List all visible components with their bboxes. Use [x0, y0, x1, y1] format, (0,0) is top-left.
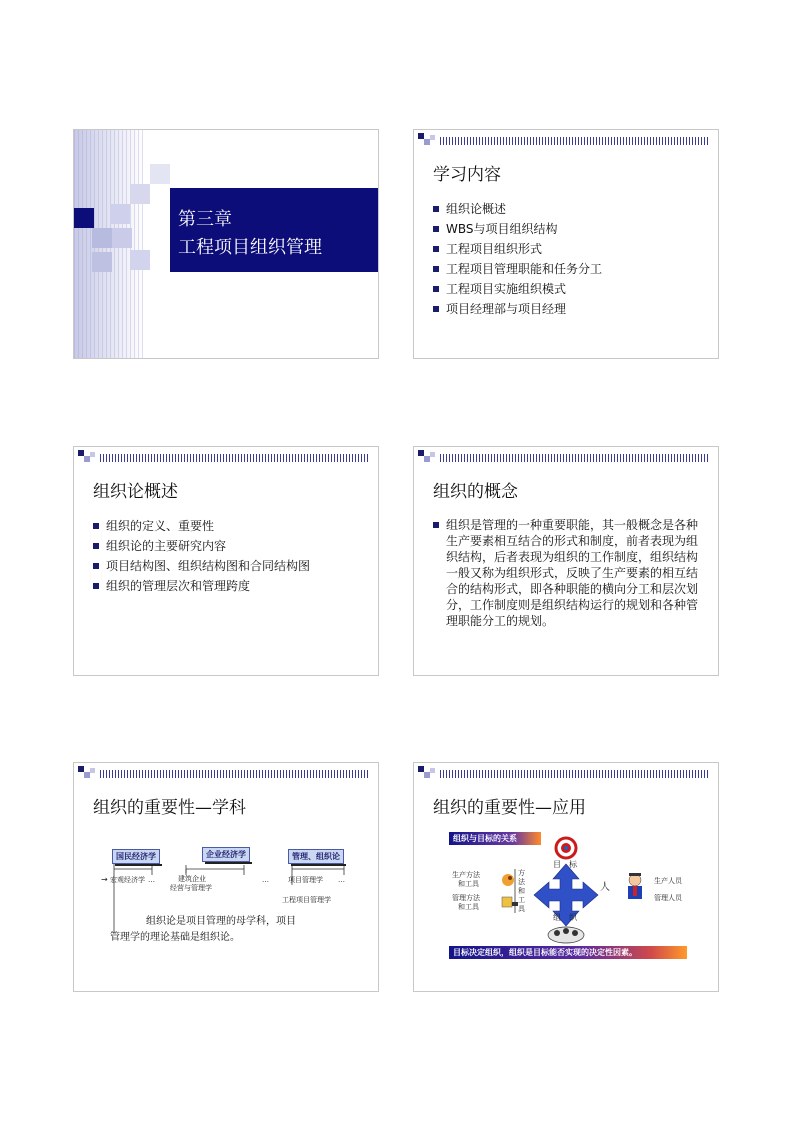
list-item: 工程项目实施组织模式 — [433, 279, 602, 299]
slide-study-content — [413, 129, 719, 359]
discipline-tag-management-org: 管理、组织论 — [288, 849, 344, 864]
production-staff-label: 生产人员 — [654, 877, 682, 885]
slide-heading: 学习内容 — [433, 165, 501, 185]
arrow-icon: → — [101, 875, 108, 884]
deco-block — [92, 228, 112, 248]
slide-importance-application — [413, 762, 719, 992]
slide-header-decoration — [74, 447, 379, 469]
list-item: 组织论的主要研究内容 — [93, 536, 310, 556]
list-item: 项目结构图、组织结构图和合同结构图 — [93, 556, 310, 576]
chapter-title: 工程项目组织管理 — [178, 237, 322, 258]
sub-discipline: 项目管理学 — [288, 876, 323, 884]
discipline-tag-national-economics: 国民经济学 — [112, 849, 160, 864]
conclusion-line: 管理学的理论基础是组织论。 — [110, 932, 240, 943]
ellipsis: … — [148, 876, 155, 884]
thinking-head-icon — [502, 874, 514, 886]
sub-discipline: 宏观经济学 — [110, 876, 145, 884]
production-method-label: 和工具 — [458, 880, 479, 888]
person-icon — [628, 873, 642, 899]
list-item: 组织的管理层次和管理跨度 — [93, 576, 310, 596]
concept-paragraph: 组织是管理的一种重要职能，其一般概念是各种生产要素相互结合的形式和制度，前者表现为组织结构，后者表现为组织的工作制度，组织结构一般又称为组织形式，反映了生产要素的相互结合的结构形式，即各种职能的横向分工和层次划分，工作制度则是组织结构运行的规划和各种管理职能分工的规划。 — [433, 517, 703, 629]
deco-block — [130, 184, 150, 204]
slide-importance-discipline — [73, 762, 379, 992]
sub-discipline: 建筑企业 — [178, 875, 206, 883]
slide-header-decoration — [414, 447, 719, 469]
list-item: 组织论概述 — [433, 199, 602, 219]
management-staff-label: 管理人员 — [654, 894, 682, 902]
list-item: 项目经理部与项目经理 — [433, 299, 602, 319]
deco-block — [112, 228, 132, 248]
org-label: 组 织 — [553, 913, 577, 922]
conclusion-text — [110, 914, 296, 946]
ellipsis: … — [262, 876, 269, 884]
sub-discipline: 经营与管理学 — [170, 884, 212, 892]
goal-label: 目 标 — [553, 860, 577, 869]
production-method-label: 生产方法 — [452, 871, 480, 879]
slide-heading: 组织论概述 — [93, 482, 178, 502]
target-icon — [556, 838, 576, 858]
deco-block — [74, 208, 94, 228]
list-item: WBS与项目组织结构 — [433, 219, 602, 239]
sub-discipline: 工程项目管理学 — [282, 896, 331, 904]
conclusion-banner: 目标决定组织，组织是目标能否实现的决定性因素。 — [449, 946, 687, 959]
worker-icon — [502, 897, 518, 907]
slide-title-chapter — [73, 129, 379, 359]
list-item: 工程项目管理职能和任务分工 — [433, 259, 602, 279]
slide-org-overview — [73, 446, 379, 676]
bullet-list — [433, 199, 602, 319]
slide-heading: 组织的重要性—学科 — [93, 798, 246, 818]
deco-block — [130, 250, 150, 270]
chapter-number: 第三章 — [178, 209, 232, 230]
management-method-label: 和工具 — [458, 903, 479, 911]
discipline-tag-enterprise-economics: 企业经济学 — [202, 847, 250, 862]
bullet-list — [93, 516, 310, 596]
slide-heading: 组织的概念 — [433, 482, 518, 502]
slide-org-concept — [413, 446, 719, 676]
management-method-label: 管理方法 — [452, 894, 480, 902]
ellipsis: … — [338, 876, 345, 884]
person-label: 人 — [600, 882, 610, 893]
deco-block — [92, 252, 112, 272]
slide-header-decoration — [414, 130, 719, 152]
methods-tools-vertical-label: 方法和工具 — [518, 869, 525, 913]
conclusion-line: 组织论是项目管理的母学科，项目 — [146, 916, 296, 927]
deco-block — [110, 204, 130, 224]
relation-banner: 组织与目标的关系 — [449, 832, 541, 845]
slide-heading: 组织的重要性—应用 — [433, 798, 586, 818]
list-item: 组织的定义、重要性 — [93, 516, 310, 536]
organization-group-icon — [548, 927, 584, 943]
list-item: 工程项目组织形式 — [433, 239, 602, 259]
deco-block — [150, 164, 170, 184]
